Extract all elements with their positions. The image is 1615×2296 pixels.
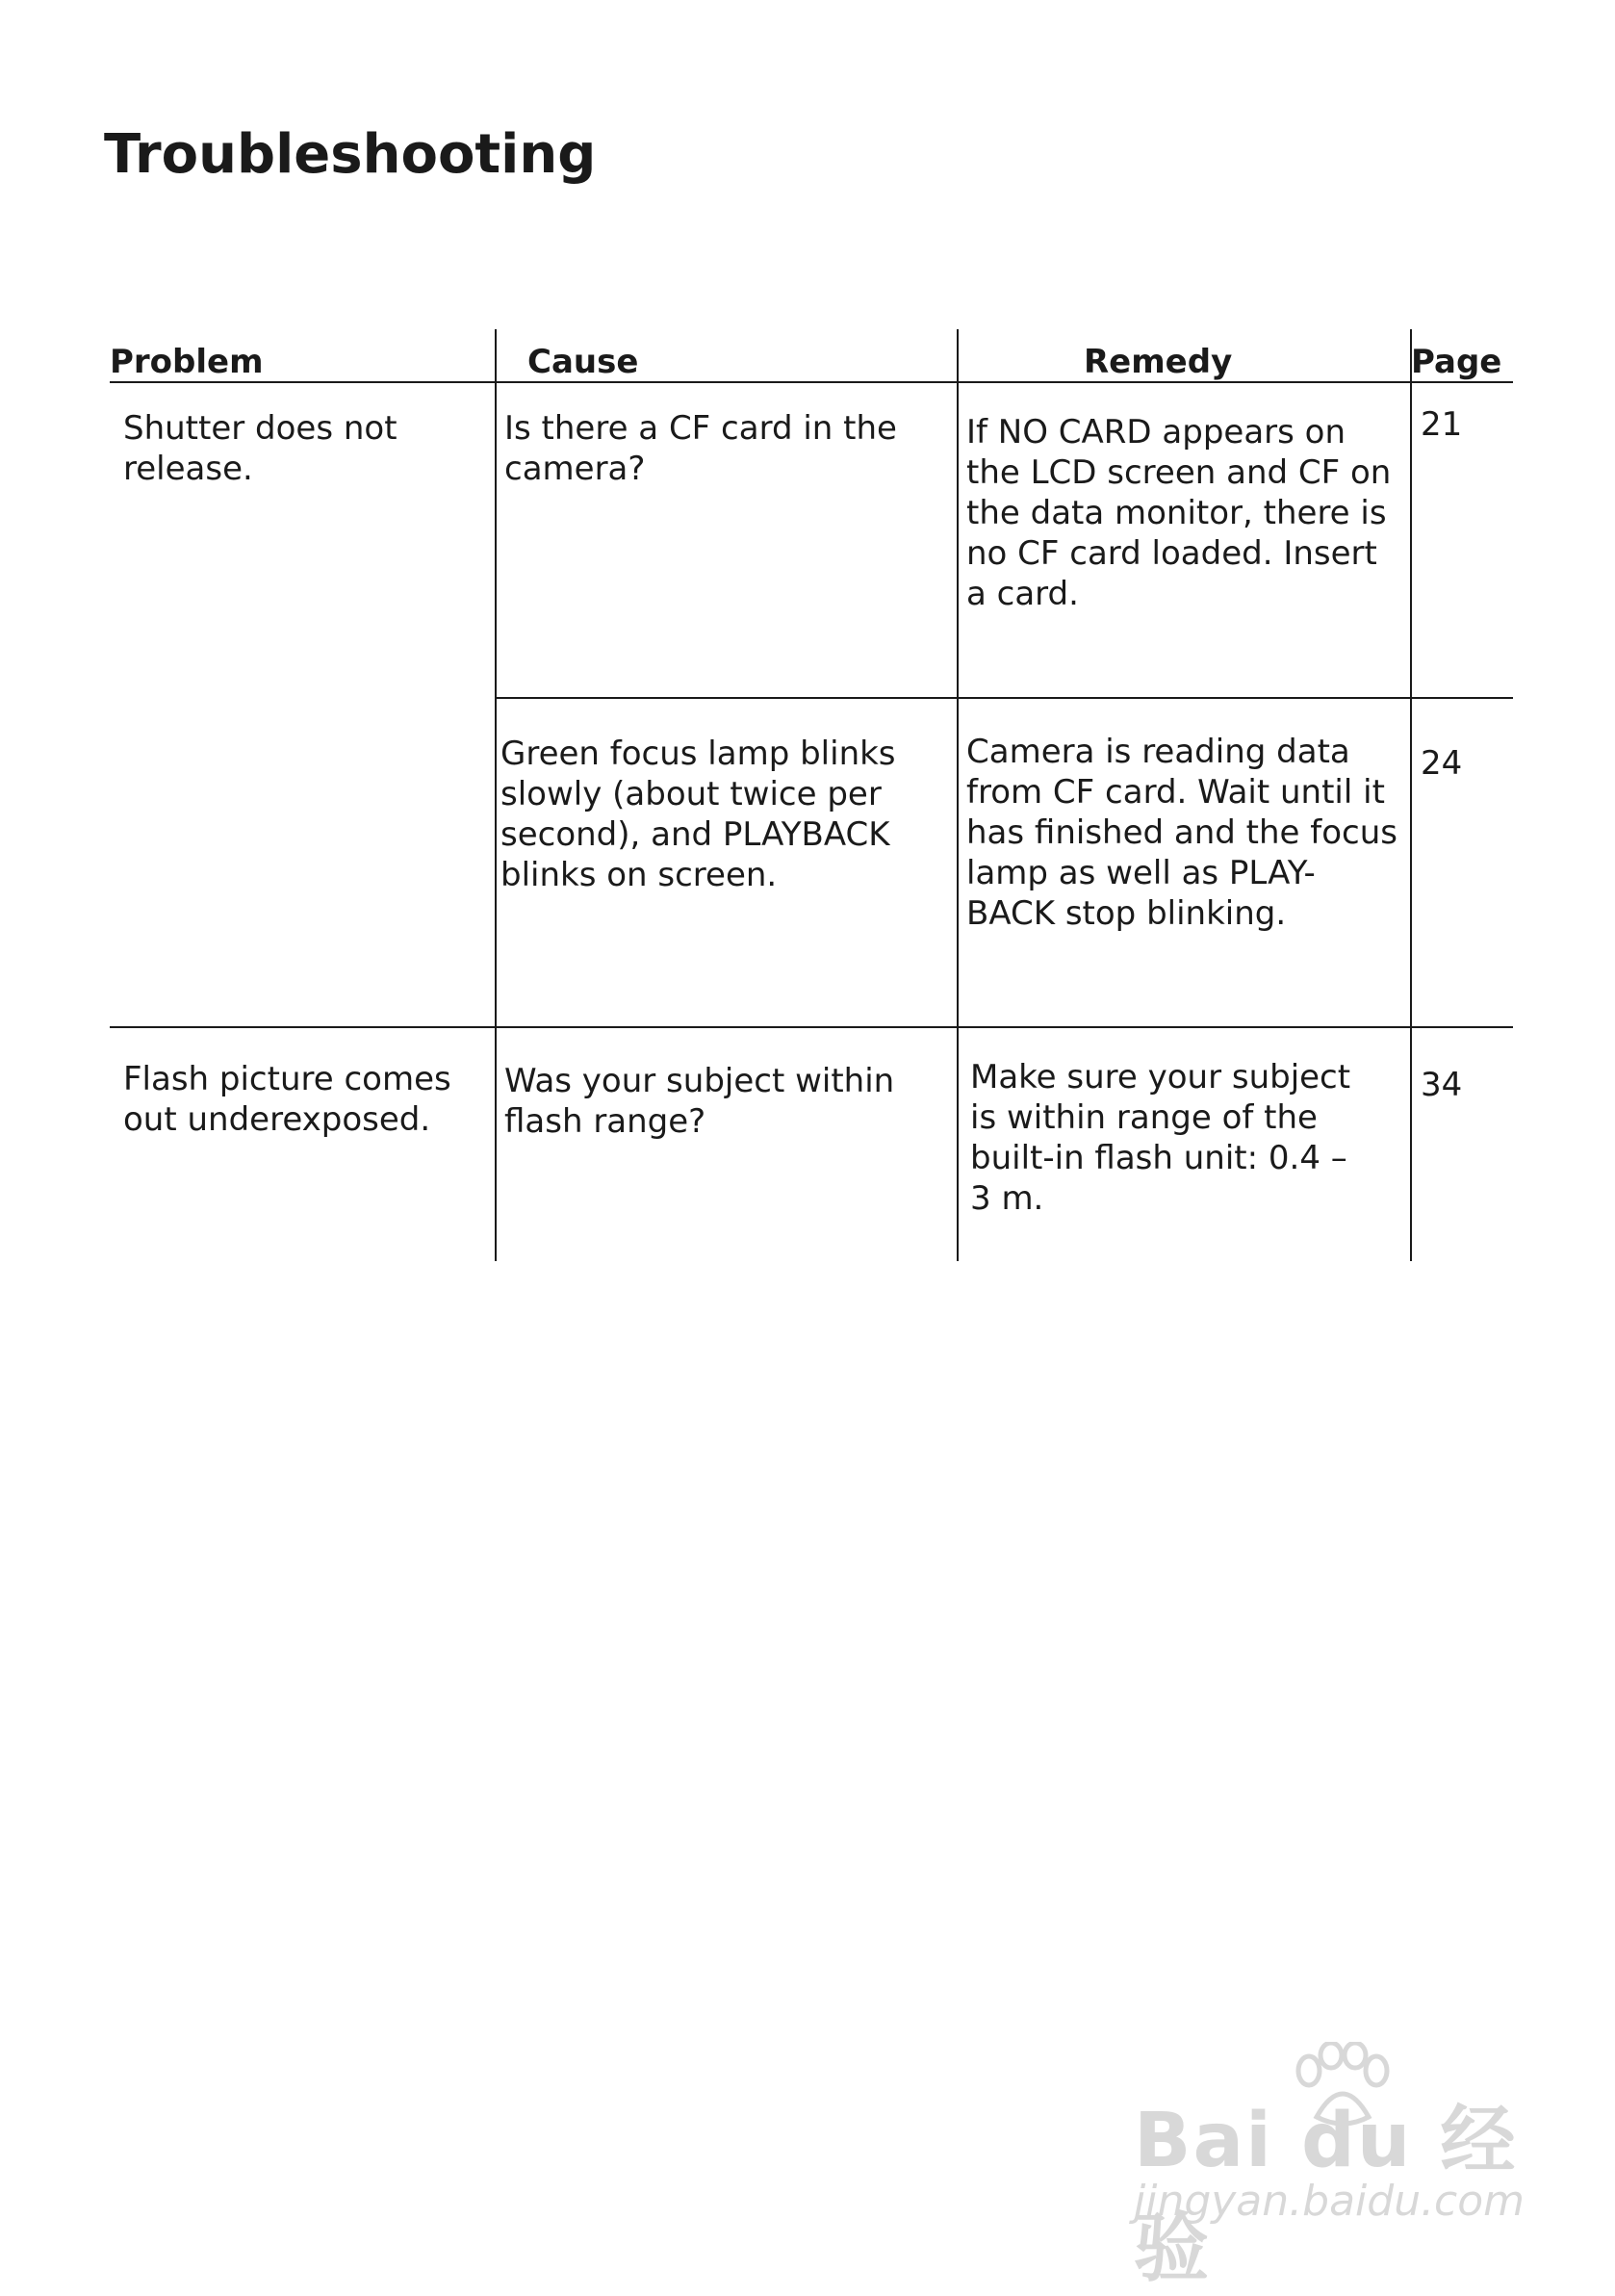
header-cause: Cause — [527, 343, 639, 381]
page-title: Troubleshooting — [104, 123, 597, 186]
row-rule — [495, 697, 1513, 699]
row2-remedy: Camera is reading data from CF card. Wait until it has finished and the focus lamp as well as PLAY-BACK stop blinking. — [966, 733, 1397, 933]
column-divider — [1410, 329, 1412, 1261]
column-divider — [495, 329, 497, 1261]
row3-remedy: Make sure your subject is within range of the built-in flash unit: 0.4 – 3 m. — [970, 1058, 1351, 1218]
row-rule — [110, 1026, 1513, 1028]
row1-cause: Is there a CF card in the camera? — [504, 409, 897, 488]
row1-page: 21 — [1421, 405, 1463, 444]
row3-problem: Flash picture comes out underexposed. — [123, 1060, 451, 1139]
baidu-watermark — [1134, 2042, 1525, 2292]
header-problem: Problem — [110, 343, 264, 381]
row1-remedy: If NO CARD appears on the LCD screen and CF on the data monitor, there is no CF card loaded. Insert a card. — [966, 413, 1392, 613]
column-divider — [957, 329, 959, 1261]
row3-page: 34 — [1421, 1066, 1463, 1104]
row3-cause: Was your subject within flash range? — [504, 1062, 895, 1141]
watermark-logo: Bai du 经验 — [1134, 2098, 1518, 2292]
header-remedy: Remedy — [1084, 343, 1233, 381]
row2-page: 24 — [1421, 744, 1463, 783]
row2-cause: Green focus lamp blinks slowly (about twice per second), and PLAYBACK blinks on screen. — [500, 735, 896, 894]
header-page: Page — [1411, 343, 1502, 381]
watermark-url: jingyan.baidu.com — [1134, 2177, 1525, 2226]
header-rule — [110, 381, 1513, 383]
row1-problem: Shutter does not release. — [123, 409, 397, 488]
